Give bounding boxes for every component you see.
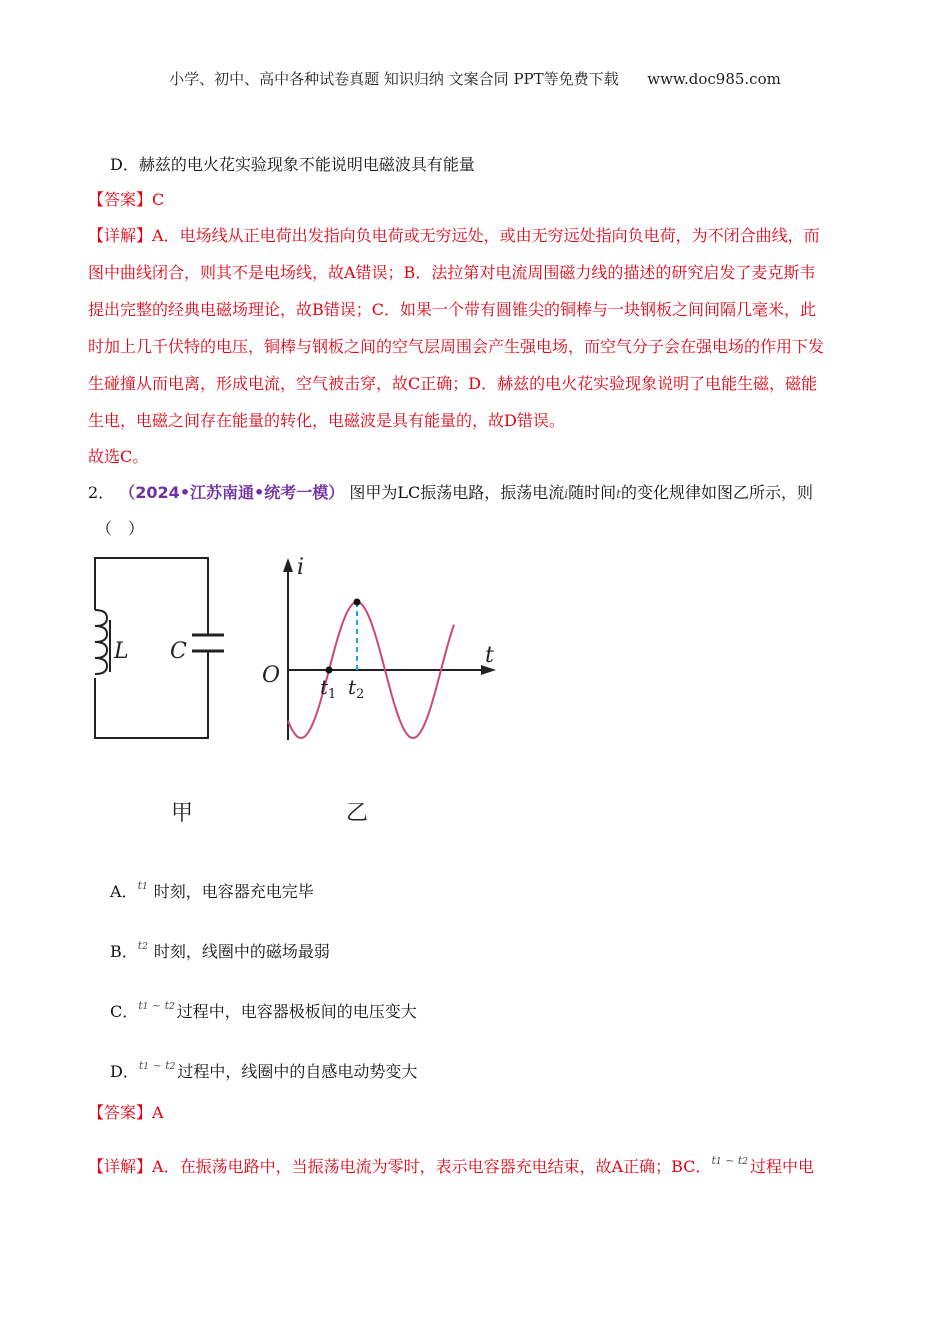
graph-axes bbox=[283, 558, 496, 740]
axis-label-i: i bbox=[297, 555, 305, 580]
option-c[interactable]: C．t1 ~ t2 过程中，电容器极板间的电压变大 bbox=[110, 999, 417, 1021]
question-number: 2． bbox=[88, 483, 115, 502]
prev-answer bbox=[88, 190, 164, 210]
answer-value: C bbox=[152, 190, 165, 209]
answer-value: A bbox=[152, 1103, 164, 1122]
prev-explain-line-3: 提出完整的经典电磁场理论，故B错误；C．如果一个带有圆锥尖的铜棒与一块钢板之间间隔几毫米，此 bbox=[88, 300, 817, 319]
prev-explain-line-6: 生电，电磁之间存在能量的转化，电磁波是具有能量的，故D错误。 bbox=[88, 411, 565, 430]
option-b[interactable]: B．t2 时刻，线圈中的磁场最弱 bbox=[110, 939, 330, 961]
option-d[interactable]: D．t1 ~ t2 过程中，线圈中的自感电动势变大 bbox=[110, 1059, 418, 1081]
prev-option-d: D．赫兹的电火花实验现象不能说明电磁波具有能量 bbox=[110, 155, 475, 174]
i-axis-arrow bbox=[283, 558, 293, 572]
origin-label: O bbox=[262, 663, 281, 688]
prev-explain-line-5: 生碰撞从而电离，形成电流，空气被击穿，故C正确；D．赫兹的电火花实验现象说明了电能生磁，磁能 bbox=[88, 374, 818, 393]
prev-explain-line-2: 图中曲线闭合，则其不是电场线，故A错误；B．法拉第对电流周围磁力线的描述的研究启发了麦克斯韦 bbox=[88, 263, 816, 282]
question-explain: 【详解】A．在振荡电路中，当振荡电流为零时，表示电容器充电结束，故A正确；BC．t1 ~ t2 过程中电 bbox=[88, 1154, 814, 1176]
circuit-wire-bottom bbox=[95, 651, 208, 738]
caption-yi: 乙 bbox=[346, 801, 369, 826]
prev-explain-line-1: 【详解】A．电场线从正电荷出发指向负电荷或无穷远处，或由无穷远处指向负电荷，为不闭合曲线，而 bbox=[88, 226, 820, 245]
inductor-coil bbox=[95, 610, 107, 674]
question-paren: （ ） bbox=[96, 519, 145, 538]
circuit-wire bbox=[95, 558, 208, 635]
prev-conclusion: 故选C。 bbox=[88, 447, 149, 466]
label-C: C bbox=[170, 639, 187, 664]
explain-label: 【详解】 bbox=[88, 1157, 153, 1176]
axis-label-t: t bbox=[485, 643, 494, 668]
var-t: t bbox=[616, 487, 621, 501]
t2-peak-point bbox=[354, 599, 361, 606]
explain-label: 【详解】 bbox=[88, 226, 153, 245]
t1-label: $t_1$ bbox=[320, 675, 337, 702]
prev-explain-line-4: 时加上几千伏特的电压，铜棒与钢板之间的空气层周围会产生强电场，而空气分子会在强电场的作用下发 bbox=[88, 337, 825, 356]
t1-point bbox=[326, 667, 333, 674]
question-answer bbox=[88, 1103, 164, 1123]
label-L: L bbox=[114, 639, 129, 664]
t2-label: $t_2$ bbox=[348, 675, 365, 702]
caption-jia: 甲 bbox=[171, 801, 194, 826]
question-stem: 2． （2024•江苏南通•统考一模） 图甲为LC振荡电路，振荡电流i随时间t的变化规律如图乙所示，则 bbox=[88, 483, 813, 502]
option-a[interactable]: A．t1 时刻，电容器充电完毕 bbox=[110, 879, 314, 901]
page-header: 小学、初中、高中各种试卷真题 知识归纳 文案合同 PPT等免费下载 www.doc985.com bbox=[169, 70, 781, 88]
answer-label: 【答案】 bbox=[88, 190, 153, 209]
question-source: （2024•江苏南通•统考一模） bbox=[119, 483, 345, 502]
var-i: i bbox=[564, 487, 569, 501]
figure-lc-circuit-and-graph bbox=[80, 550, 520, 750]
answer-label: 【答案】 bbox=[88, 1103, 153, 1122]
